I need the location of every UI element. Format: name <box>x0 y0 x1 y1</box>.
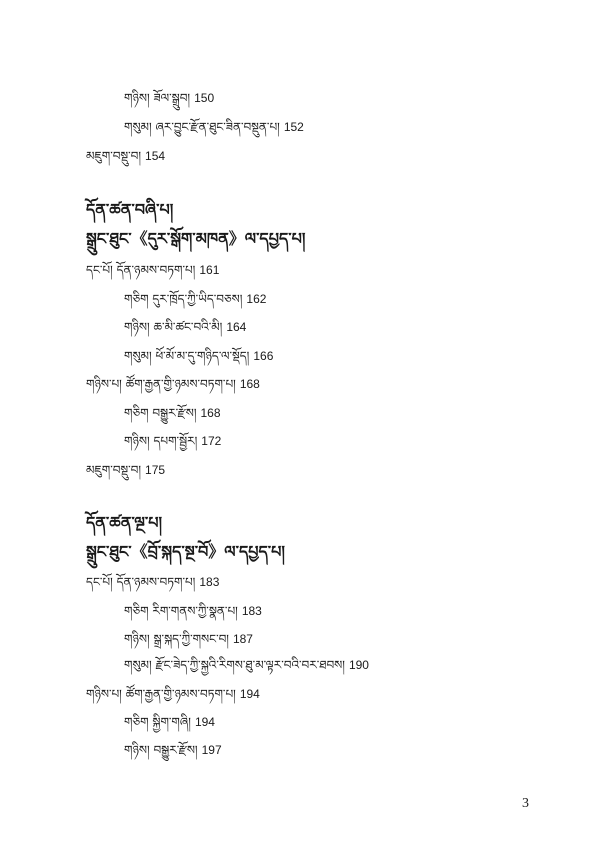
toc-entry <box>124 433 221 449</box>
toc-page-number: 197 <box>201 743 222 757</box>
toc-entry <box>86 686 260 702</box>
toc-entry-text: གཉིས་པ། ཚོག་རྒྱན་གྱི་ཉམས་བཏག་པ། <box>86 377 236 391</box>
toc-page-number: 190 <box>348 658 369 672</box>
toc-entry <box>124 714 215 730</box>
toc-entry-text: གཉིས། དཔག་སྦྱོར། <box>124 434 198 448</box>
toc-entry <box>124 603 262 619</box>
toc-entry <box>124 90 214 106</box>
toc-page-number: 187 <box>232 632 253 646</box>
toc-entry <box>124 631 253 647</box>
toc-entry <box>86 574 219 590</box>
page-number: 3 <box>522 796 529 811</box>
toc-entry <box>124 657 369 673</box>
toc-entry <box>124 348 273 364</box>
toc-page-number: 150 <box>194 91 215 105</box>
toc-page-number: 183 <box>199 575 220 589</box>
toc-entry-text: མཇུག་བསྡུ་བ། <box>86 149 142 163</box>
toc-entry-text: གཉིས། བསྒྱུར་རྫོས། <box>124 743 198 757</box>
toc-entry-text: མཇུག་བསྡུ་བ། <box>86 463 142 477</box>
toc-page-number: 168 <box>200 406 221 420</box>
toc-page-number: 175 <box>145 463 166 477</box>
toc-entry-text: དང་པོ། དོན་ཉམས་བཏག་པ། <box>86 263 196 277</box>
toc-page-number: 154 <box>145 149 166 163</box>
chapter-subtitle: སྒྲུང་ཐུང་《བྲོ་སྐད་སྔ་བོ》ལ་དཔྱད་པ། <box>86 542 285 561</box>
toc-entry-text: དང་པོ། དོན་ཉམས་བཏག་པ། <box>86 575 196 589</box>
toc-entry-text: གཉིས། ཆ་མི་ཚང་བའི་མི། <box>124 320 223 334</box>
toc-entry-text: གཅིག བསྒྱུར་རྫོས། <box>124 406 197 420</box>
toc-page-number: 183 <box>241 604 262 618</box>
toc-entry <box>86 262 219 278</box>
toc-entry-text: གཅིག སྐྱིག་གཞི། <box>124 715 191 729</box>
toc-page-number: 168 <box>239 377 260 391</box>
toc-page-number: 194 <box>194 715 215 729</box>
toc-entry-text: གཉིས། སྒྲ་སྐད་ཀྱི་གསང་བ། <box>124 632 229 646</box>
toc-entry-text: གཅིག དུར་ཁྲོད་ཀྱི་ཡིད་བཅས། <box>124 292 243 306</box>
toc-entry-text: གསུམ། ཕོ་མོ་མ་དུ་གཉིད་ལ་སྡོད། <box>124 349 250 363</box>
toc-page-number: 164 <box>226 320 247 334</box>
toc-entry-text: གཉིས་པ། ཚོག་རྒྱན་གྱི་ཉམས་བཏག་པ། <box>86 687 236 701</box>
toc-entry <box>124 405 221 421</box>
toc-entry-text: གསུམ། རྫོང་ཟེད་ཀྱི་སྐྱའི་རིགས་ཐུ་མ་ལྟར་བའི་བར་ཐབས། <box>124 658 345 672</box>
chapter-title: དོན་ཚན་ལྔ་པ། <box>86 513 163 532</box>
toc-entry <box>124 119 304 135</box>
toc-entry <box>124 742 222 758</box>
toc-entry <box>86 376 260 392</box>
toc-entry-text: གཉིས། ཟོལ་སྒྲུབ། <box>124 91 191 105</box>
toc-page-number: 152 <box>283 120 304 134</box>
toc-entry-text: གསུམ། ཞར་བྱུང་རྫོན་ཐུང་ཟིན་བསྡུན་པ། <box>124 120 280 134</box>
toc-entry <box>124 291 266 307</box>
chapter-subtitle: སྒྲུང་ཐུང་《དུར་སྒོག་མཁན》ལ་དཔྱད་པ། <box>86 229 306 248</box>
toc-entry <box>124 319 246 335</box>
chapter-title: དོན་ཚན་བཞི་པ། <box>86 200 174 219</box>
toc-entry <box>86 148 165 164</box>
toc-entry <box>86 462 165 478</box>
toc-page-number: 172 <box>201 434 222 448</box>
toc-page-number: 161 <box>199 263 220 277</box>
toc-page-number: 194 <box>239 687 260 701</box>
toc-page-number: 162 <box>246 292 267 306</box>
toc-entry-text: གཅིག རིག་གནས་ཀྱི་སྣན་པ། <box>124 604 238 618</box>
toc-page-number: 166 <box>253 349 274 363</box>
